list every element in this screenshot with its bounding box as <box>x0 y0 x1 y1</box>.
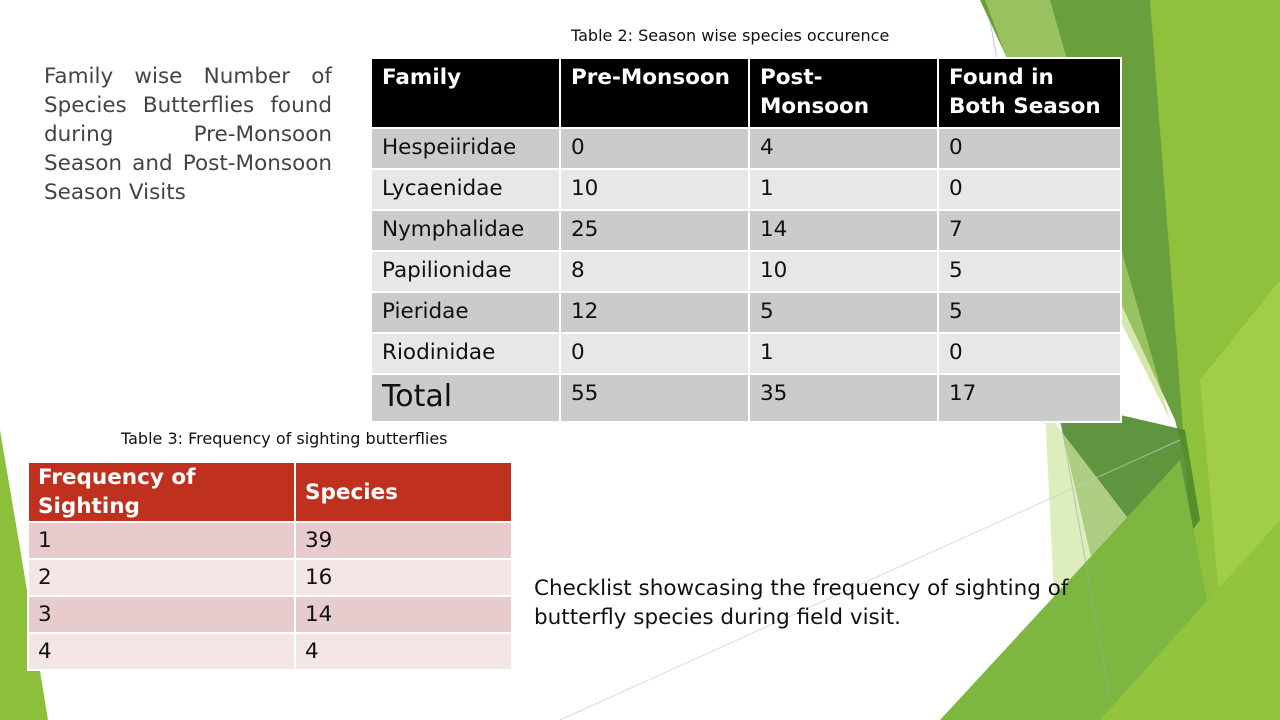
cell-frequency: 1 <box>28 522 295 559</box>
cell-species: 16 <box>295 559 512 596</box>
cell-family: Pieridae <box>371 292 560 333</box>
cell-pre: 25 <box>560 210 749 251</box>
cell-pre: 10 <box>560 169 749 210</box>
cell-post: 5 <box>749 292 938 333</box>
table-total-row <box>371 374 1121 422</box>
cell-both: 0 <box>938 169 1121 210</box>
cell-pre: 12 <box>560 292 749 333</box>
table-row <box>28 596 512 633</box>
table-header-row <box>28 462 512 522</box>
cell-both: 5 <box>938 292 1121 333</box>
total-both: 17 <box>938 374 1121 422</box>
table-row <box>371 333 1121 374</box>
table-row <box>371 210 1121 251</box>
cell-family: Hespeiiridae <box>371 128 560 169</box>
total-pre: 55 <box>560 374 749 422</box>
cell-post: 4 <box>749 128 938 169</box>
table-row <box>371 292 1121 333</box>
header-found-both: Found in Both Season <box>938 58 1121 128</box>
sighting-frequency-table <box>27 461 513 671</box>
cell-species: 4 <box>295 633 512 670</box>
cell-post: 14 <box>749 210 938 251</box>
table3-caption: Table 3: Frequency of sighting butterflies <box>121 429 448 448</box>
header-family: Family <box>371 58 560 128</box>
total-post: 35 <box>749 374 938 422</box>
cell-family: Papilionidae <box>371 251 560 292</box>
cell-species: 14 <box>295 596 512 633</box>
cell-post: 10 <box>749 251 938 292</box>
cell-both: 5 <box>938 251 1121 292</box>
cell-post: 1 <box>749 169 938 210</box>
cell-family: Riodinidae <box>371 333 560 374</box>
cell-pre: 8 <box>560 251 749 292</box>
table-row <box>28 559 512 596</box>
table-header-row <box>371 58 1121 128</box>
season-species-table <box>370 57 1122 423</box>
cell-species: 39 <box>295 522 512 559</box>
cell-frequency: 2 <box>28 559 295 596</box>
header-frequency: Frequency of Sighting <box>28 462 295 522</box>
cell-pre: 0 <box>560 128 749 169</box>
cell-both: 0 <box>938 333 1121 374</box>
cell-post: 1 <box>749 333 938 374</box>
header-post-monsoon: Post-Monsoon <box>749 58 938 128</box>
checklist-description: Checklist showcasing the frequency of sighting of butterfly species during field visit. <box>534 576 1069 630</box>
header-pre-monsoon: Pre-Monsoon <box>560 58 749 128</box>
total-label: Total <box>371 374 560 422</box>
table-row <box>371 128 1121 169</box>
cell-both: 7 <box>938 210 1121 251</box>
cell-pre: 0 <box>560 333 749 374</box>
table-row <box>371 251 1121 292</box>
intro-description: Family wise Number of Species Butterflies found during Pre-Monsoon Season and Post-Monsoon Season Visits <box>44 64 332 205</box>
table-row <box>28 633 512 670</box>
table2-caption: Table 2: Season wise species occurence <box>571 26 890 45</box>
header-species: Species <box>295 462 512 522</box>
cell-frequency: 3 <box>28 596 295 633</box>
table-row <box>28 522 512 559</box>
table-row <box>371 169 1121 210</box>
cell-family: Lycaenidae <box>371 169 560 210</box>
cell-both: 0 <box>938 128 1121 169</box>
cell-frequency: 4 <box>28 633 295 670</box>
cell-family: Nymphalidae <box>371 210 560 251</box>
